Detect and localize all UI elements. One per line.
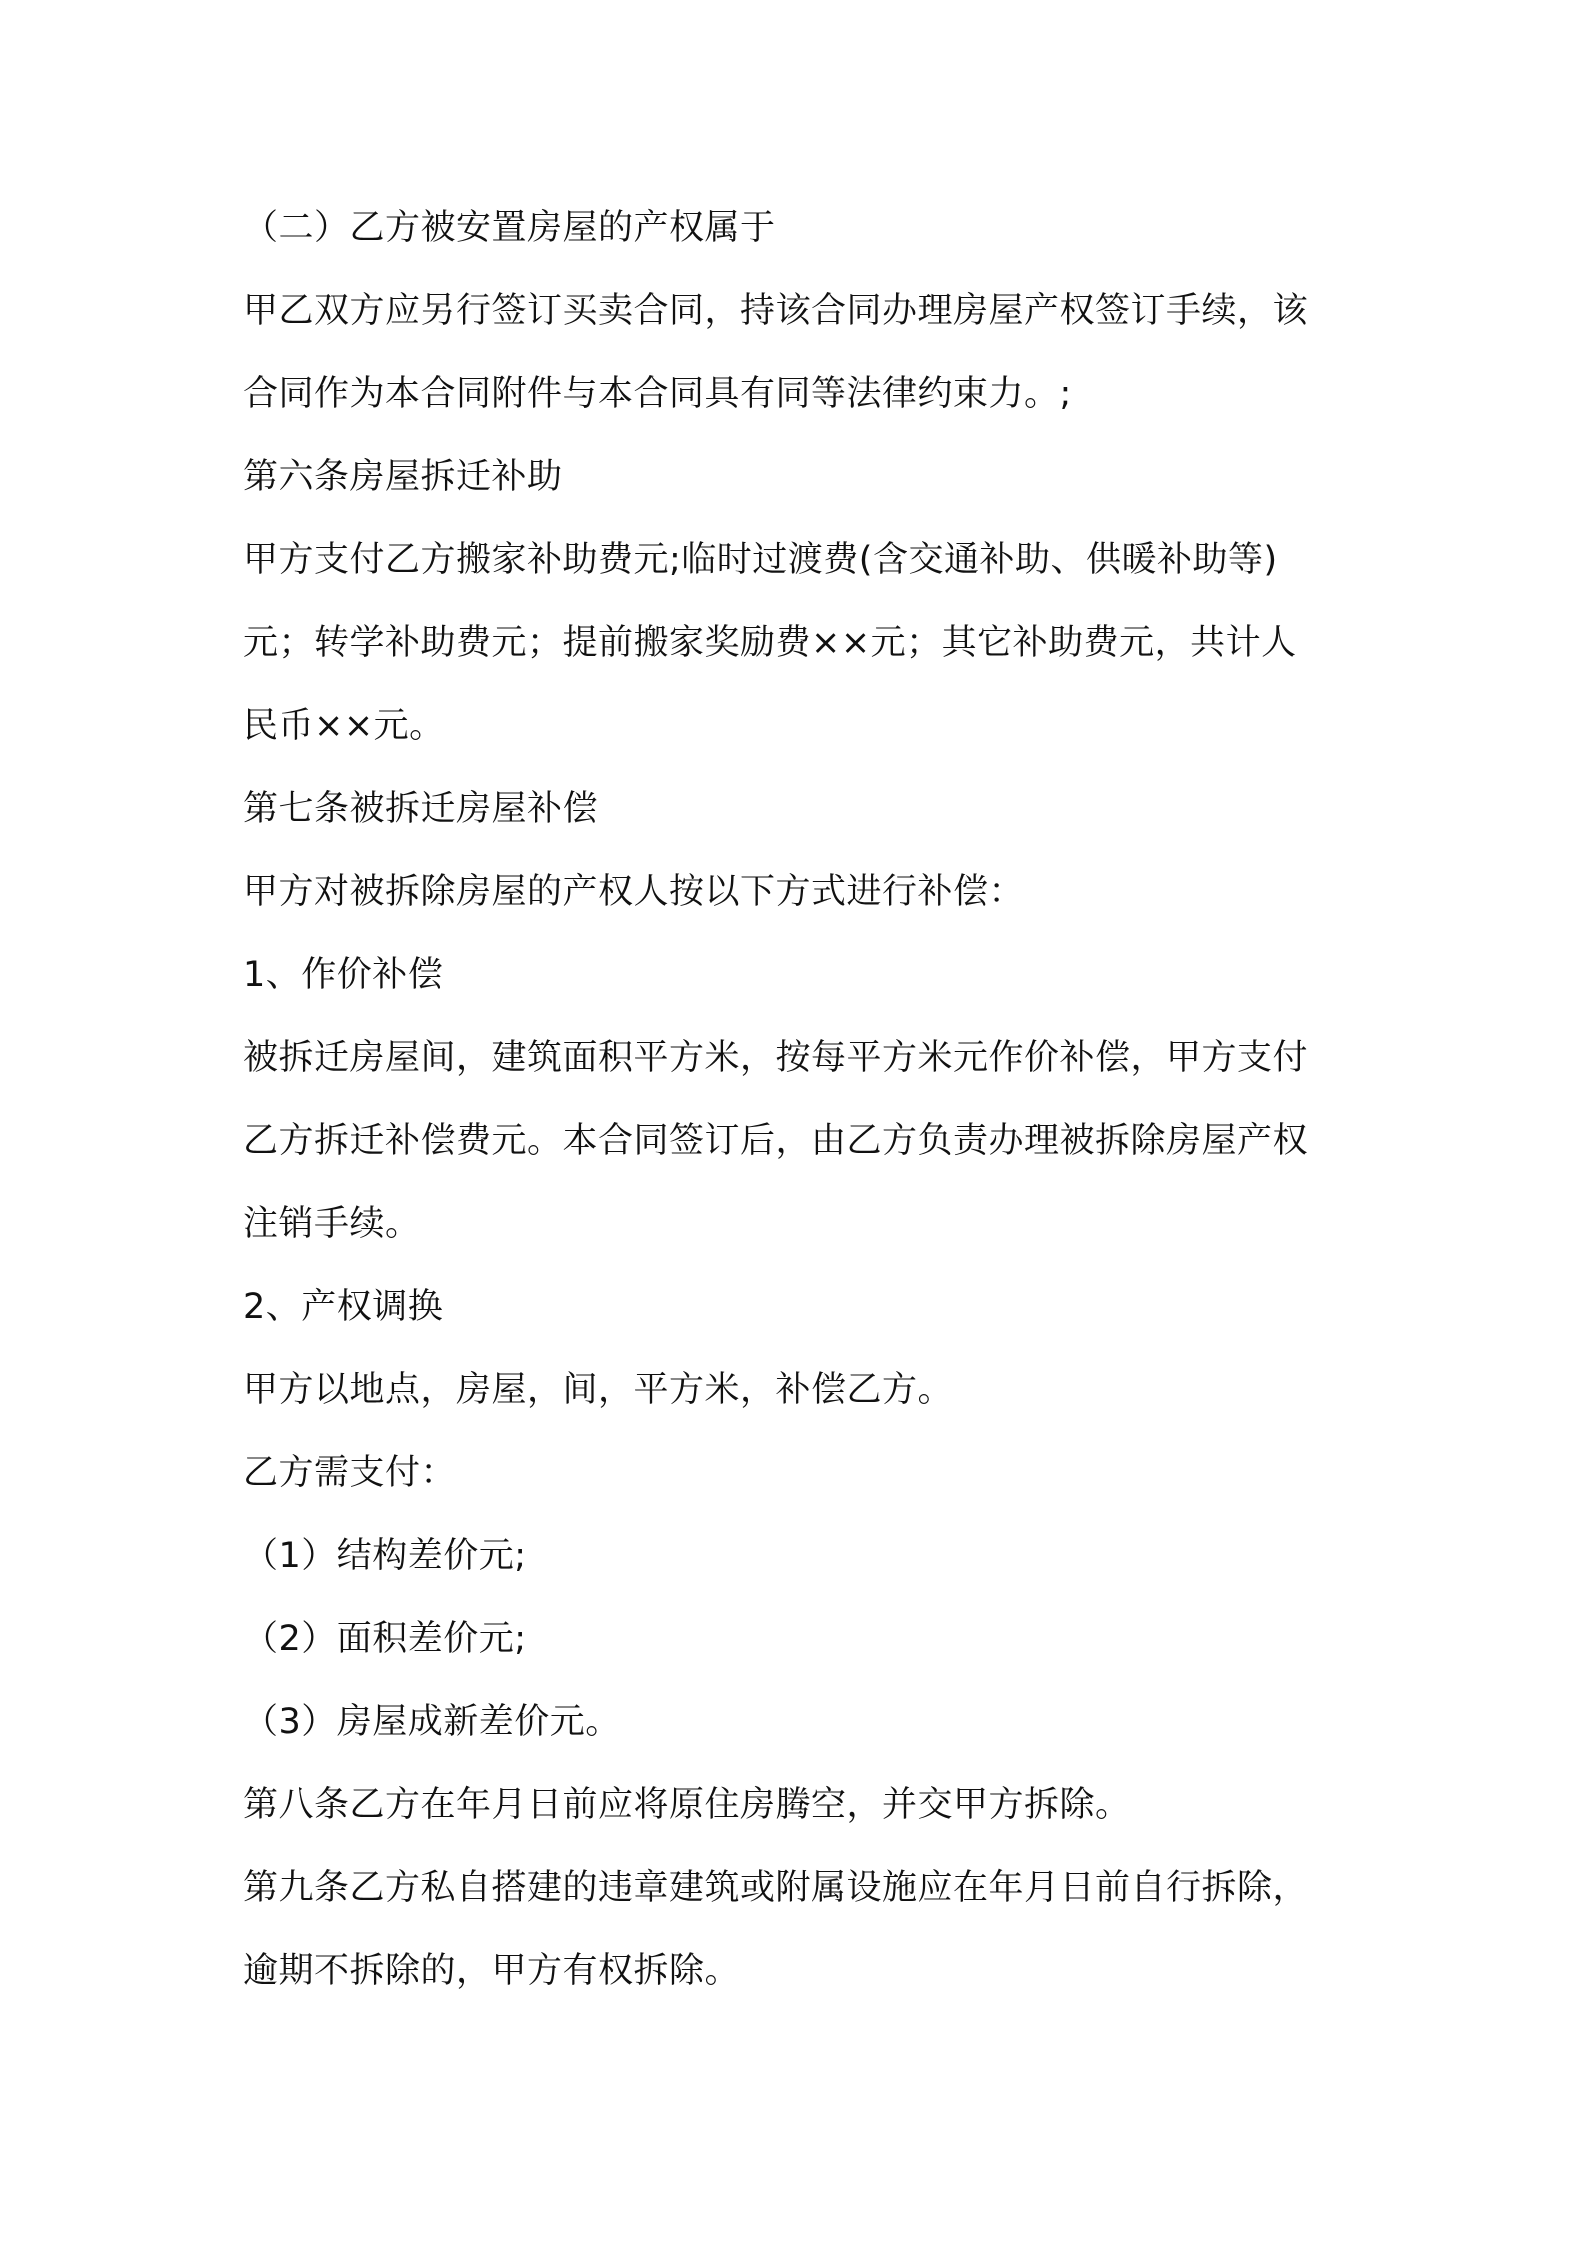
paragraph-line: 甲方以地点，房屋，间，平方米，补偿乙方。: [243, 1370, 954, 1410]
article-6-heading: 第六条房屋拆迁补助: [243, 457, 563, 497]
article-8-line: 第八条乙方在年月日前应将原住房腾空，并交甲方拆除。: [243, 1785, 1131, 1825]
paragraph-line: 逾期不拆除的，甲方有权拆除。: [243, 1951, 741, 1991]
paragraph-line: 乙方拆迁补偿费元。本合同签订后，由乙方负责办理被拆除房屋产权: [243, 1121, 1309, 1161]
paragraph-line: 甲方对被拆除房屋的产权人按以下方式进行补偿：: [243, 872, 1025, 912]
list-item-heading: 2、产权调换: [243, 1287, 444, 1327]
paragraph-line: 民币××元。: [243, 706, 445, 746]
paragraph-line: 甲方支付乙方搬家补助费元;临时过渡费(含交通补助、供暖补助等): [243, 540, 1278, 580]
paragraph-line: 被拆迁房屋间，建筑面积平方米，按每平方米元作价补偿，甲方支付: [243, 1038, 1309, 1078]
paragraph-line: 甲乙双方应另行签订买卖合同，持该合同办理房屋产权签订手续，该: [243, 291, 1309, 331]
paragraph-line: 乙方需支付：: [243, 1453, 457, 1493]
paragraph-line: 合同作为本合同附件与本合同具有同等法律约束力。;: [243, 374, 1072, 414]
article-7-heading: 第七条被拆迁房屋补偿: [243, 789, 599, 829]
list-item: （3）房屋成新差价元。: [243, 1702, 621, 1742]
section-heading-2: （二）乙方被安置房屋的产权属于: [243, 208, 776, 248]
list-item: （1）结构差价元;: [243, 1536, 527, 1576]
list-item: （2）面积差价元;: [243, 1619, 527, 1659]
paragraph-line: 注销手续。: [243, 1204, 421, 1244]
paragraph-line: 元；转学补助费元；提前搬家奖励费××元；其它补助费元，共计人: [243, 623, 1297, 663]
article-9-line: 第九条乙方私自搭建的违章建筑或附属设施应在年月日前自行拆除，: [243, 1868, 1309, 1908]
list-item-heading: 1、作价补偿: [243, 955, 444, 995]
